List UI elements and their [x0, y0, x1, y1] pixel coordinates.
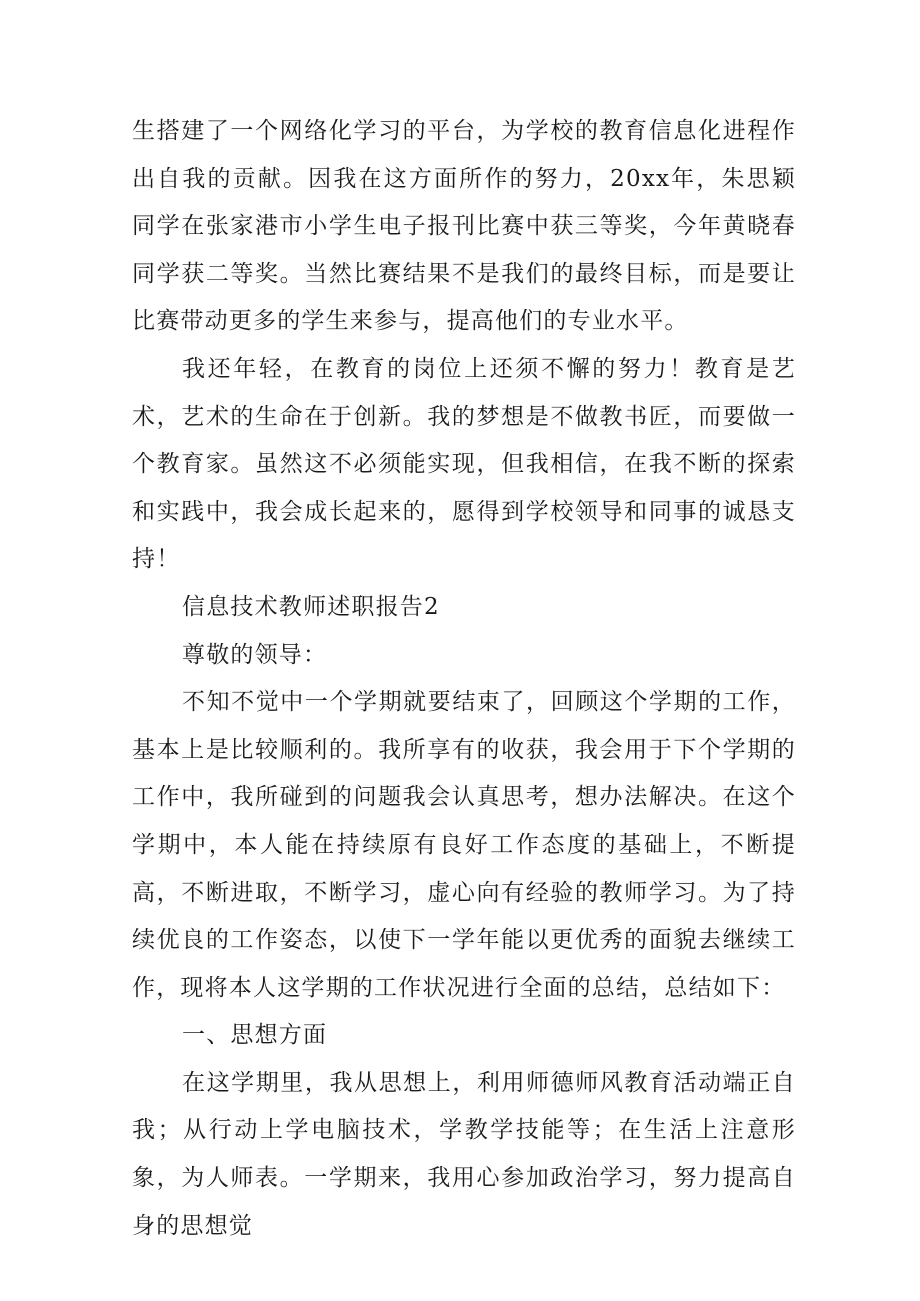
body-paragraph: 在这学期里，我从思想上，利用师德师风教育活动端正自我；从行动上学电脑技术，学教学技能等；在生活上注意形象，为人师表。一学期来，我用心参加政治学习，努力提高自身的思想觉 — [132, 1069, 796, 1239]
section-title: 信息技术教师述职报告2 — [182, 593, 440, 620]
salutation: 尊敬的领导： — [182, 641, 328, 668]
document-body — [132, 108, 796, 1250]
body-paragraph: 不知不觉中一个学期就要结束了，回顾这个学期的工作，基本上是比较顺利的。我所享有的收获，我会用于下个学期的工作中，我所碰到的问题我会认真思考，想办法解决。在这个学期中，本人能在持续原有良好工作态度的基础上，不断提高，不断进取，不断学习，虚心向有经验的教师学习。为了持续优良的工作姿态，以使下一学年能以更优秀的面貌去继续工作，现将本人这学期的工作状况进行全面的总结，总结如下： — [132, 689, 796, 1001]
body-paragraph: 生搭建了一个网络化学习的平台，为学校的教育信息化进程作出自我的贡献。因我在这方面所作的努力，20xx年，朱思颖同学在张家港市小学生电子报刊比赛中获三等奖，今年黄晓春同学获二等奖。当然比赛结果不是我们的最终目标，而是要让比赛带动更多的学生来参与，提高他们的专业水平。 — [132, 118, 796, 335]
section-heading: 一、思想方面 — [182, 1022, 328, 1049]
body-paragraph: 我还年轻，在教育的岗位上还须不懈的努力！教育是艺术，艺术的生命在于创新。我的梦想是不做教书匠，而要做一个教育家。虽然这不必须能实现，但我相信，在我不断的探索和实践中，我会成长起来的，愿得到学校领导和同事的诚恳支持！ — [132, 355, 796, 573]
